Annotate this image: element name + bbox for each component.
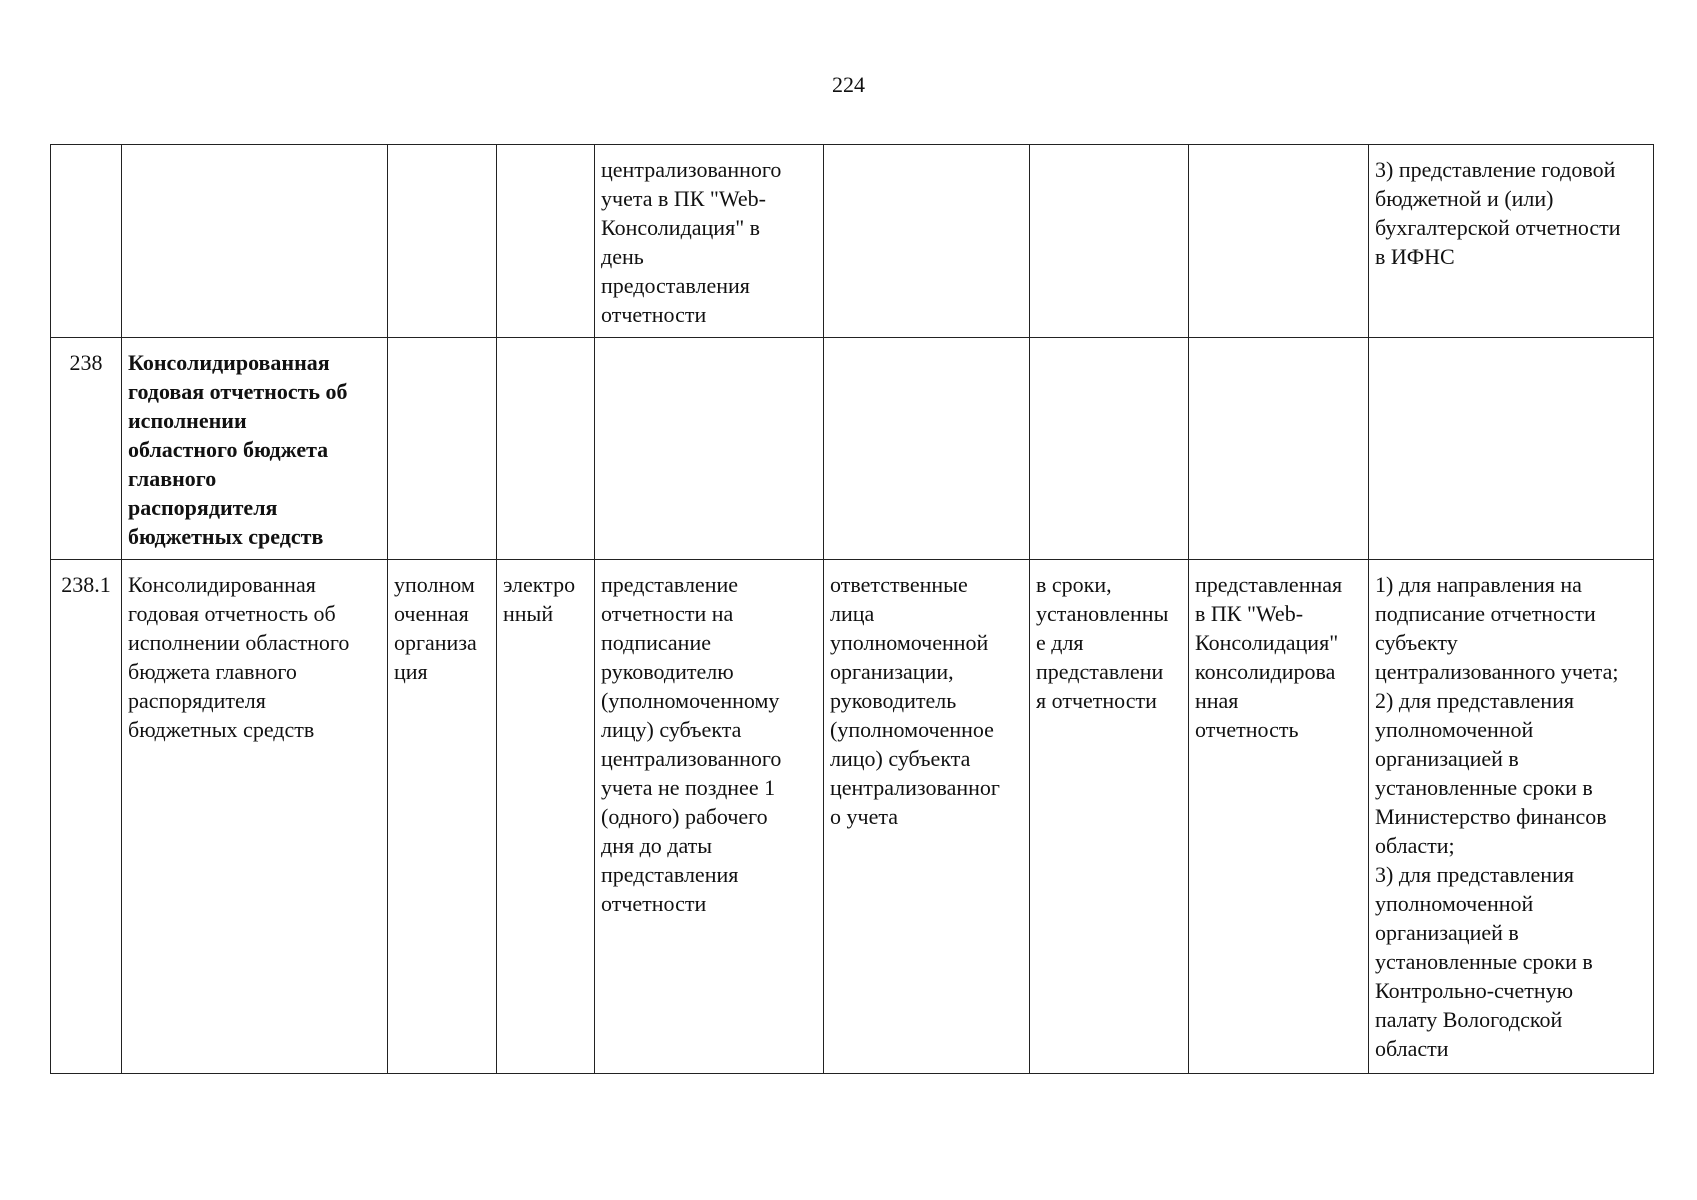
cell-number: 238 xyxy=(51,338,122,560)
cell-form: электро нный xyxy=(497,560,595,1074)
cell-form xyxy=(497,338,595,560)
cell-procedure: представление отчетности на подписание руководителю (уполномоченному лицу) субъекта централизованного учета не позднее 1 (одного) рабочего дня до даты представления отчетности xyxy=(595,560,824,1074)
cell-deadline xyxy=(1030,145,1189,338)
document-table xyxy=(50,144,1654,1074)
cell-deadline xyxy=(1030,338,1189,560)
cell-executor xyxy=(388,145,497,338)
cell-procedure xyxy=(595,338,824,560)
cell-name xyxy=(122,145,388,338)
cell-responsible xyxy=(824,145,1030,338)
cell-executor xyxy=(388,338,497,560)
cell-form xyxy=(497,145,595,338)
cell-responsible xyxy=(824,338,1030,560)
cell-result: представленная в ПК "Web- Консолидация" консолидирова нная отчетность xyxy=(1189,560,1369,1074)
cell-responsible: ответственные лица уполномоченной организации, руководитель (уполномоченное лицо) субъекта централизованног о учета xyxy=(824,560,1030,1074)
table-row-continuation xyxy=(51,145,1654,338)
cell-name: Консолидированная годовая отчетность об исполнении областного бюджета главного распорядителя бюджетных средств xyxy=(122,338,388,560)
cell-name: Консолидированная годовая отчетность об исполнении областного бюджета главного распорядителя бюджетных средств xyxy=(122,560,388,1074)
cell-number: 238.1 xyxy=(51,560,122,1074)
cell-purpose: 1) для направления на подписание отчетности субъекту централизованного учета; 2) для представления уполномоченной организацией в установленные сроки в Министерство финансов области; 3) для представления уполномоченной организацией в установленные сроки в Контрольно-счетную палату Вологодской области xyxy=(1369,560,1654,1074)
table-row-238 xyxy=(51,338,1654,560)
cell-purpose xyxy=(1369,338,1654,560)
cell-purpose: 3) представление годовой бюджетной и (или) бухгалтерской отчетности в ИФНС xyxy=(1369,145,1654,338)
cell-result xyxy=(1189,145,1369,338)
page-number: 224 xyxy=(832,72,865,97)
cell-deadline: в сроки, установленны е для представлени я отчетности xyxy=(1030,560,1189,1074)
table-row-238-1 xyxy=(51,560,1654,1074)
cell-result xyxy=(1189,338,1369,560)
cell-procedure: централизованного учета в ПК "Web- Консолидация" в день предоставления отчетности xyxy=(595,145,824,338)
cell-executor: уполном оченная организа ция xyxy=(388,560,497,1074)
cell-number xyxy=(51,145,122,338)
